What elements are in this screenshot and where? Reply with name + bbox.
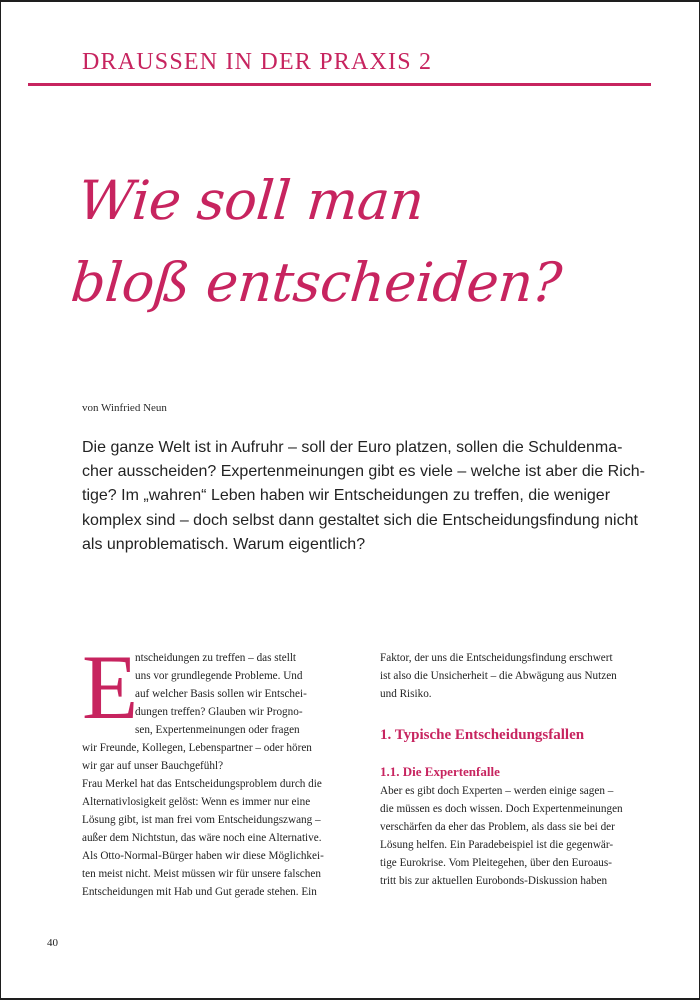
page-number: 40 — [47, 937, 58, 949]
section-heading: DRAUSSEN IN DER PRAXIS 2 — [82, 49, 433, 75]
intro-line: cher ausscheiden? Expertenmeinungen gibt es viele – welche ist aber die Rich- — [82, 463, 645, 481]
page-border-top — [0, 0, 700, 2]
section-divider — [28, 83, 651, 86]
body-text-line: Alternativlosigkeit gelöst: Wenn es immer nur eine — [82, 796, 311, 808]
article-title — [68, 160, 622, 324]
body-text-line: wir gar auf unser Bauchgefühl? — [82, 760, 224, 772]
body-text-line: tritt bis zur aktuellen Eurobonds-Diskussion haben — [380, 875, 608, 887]
page-border-left — [0, 0, 1, 1000]
body-text-line: ntscheidungen zu treffen – das stellt — [135, 652, 297, 664]
intro-line: tige? Im „wahren“ Leben haben wir Entscheidungen zu treffen, die weniger — [82, 487, 611, 505]
body-text-line: außer dem Nichtstun, das wäre noch eine Alternative. — [82, 832, 322, 844]
body-text-line: und Risiko. — [380, 688, 432, 700]
article-intro — [82, 436, 648, 557]
body-text-line: Frau Merkel hat das Entscheidungsproblem durch die — [82, 778, 322, 790]
article-title-line-1: Wie soll man — [75, 169, 427, 232]
body-text-line: verschärfen da eher das Problem, als dass sie bei der — [380, 821, 615, 833]
section-title: 1. Typische Entscheidungsfallen — [380, 727, 585, 743]
author-byline: von Winfried Neun — [82, 402, 167, 414]
body-text-line: Lösung gibt, ist man frei vom Entscheidungszwang – — [82, 814, 321, 826]
body-text-line: Als Otto-Normal-Bürger haben wir diese Möglichkei- — [82, 850, 324, 862]
body-text-line: auf welcher Basis sollen wir Entschei- — [135, 688, 307, 700]
body-text-line: Faktor, der uns die Entscheidungsfindung erschwert — [380, 652, 613, 664]
body-text-line: uns vor grundlegende Probleme. Und — [135, 670, 303, 682]
intro-line: Die ganze Welt ist in Aufruhr – soll der Euro platzen, sollen die Schuldenma- — [82, 439, 623, 456]
body-text-line: wir Freunde, Kollegen, Lebenspartner – oder hören — [82, 742, 312, 754]
article-title-line-2: bloß entscheiden? — [68, 251, 564, 314]
body-text-line: dungen treffen? Glauben wir Progno- — [135, 706, 303, 718]
body-text-line: Lösung helfen. Ein Paradebeispiel ist die gegenwär- — [380, 839, 614, 851]
drop-cap: E — [82, 636, 139, 738]
body-text-line: sen, Expertenmeinungen oder fragen — [135, 724, 300, 736]
body-text-line: tige Eurokrise. Vom Pleitegehen, über den Euroaus- — [380, 857, 612, 869]
body-text-line: ten meist nicht. Meist müssen wir für unsere falschen — [82, 868, 321, 880]
subsection-title: 1.1. Die Expertenfalle — [380, 764, 500, 779]
intro-line: als unproblematisch. Warum eigentlich? — [82, 535, 366, 553]
body-text-line: Aber es gibt doch Experten – werden einige sagen – — [380, 785, 614, 797]
body-text-line: ist also die Unsicherheit – die Abwägung aus Nutzen — [380, 670, 617, 682]
intro-line: komplex sind – doch selbst dann gestaltet sich die Entscheidungsfindung nicht — [82, 511, 638, 529]
body-text-line: Entscheidungen mit Hab und Gut gerade stehen. Ein — [82, 886, 317, 898]
body-text-line: die müssen es doch wissen. Doch Expertenmeinungen — [380, 803, 623, 815]
